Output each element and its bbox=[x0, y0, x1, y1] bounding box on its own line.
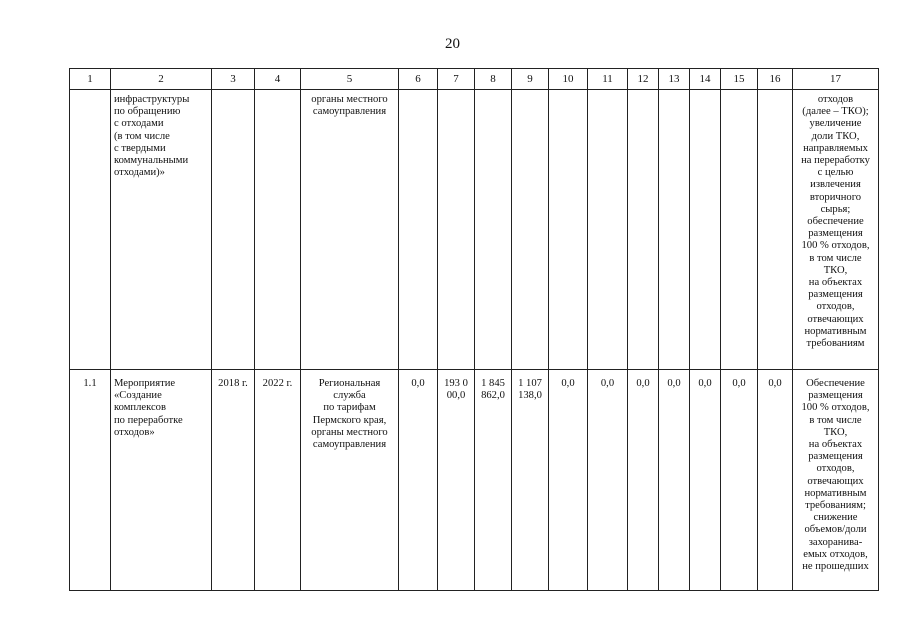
header-cell: 12 bbox=[628, 69, 659, 90]
header-cell: 15 bbox=[721, 69, 758, 90]
header-cell: 3 bbox=[212, 69, 255, 90]
cell-value bbox=[549, 90, 588, 370]
header-cell: 17 bbox=[793, 69, 879, 90]
cell-value: 1 845 862,0 bbox=[475, 370, 512, 591]
cell-value: 0,0 bbox=[758, 370, 793, 591]
cell-value: 0,0 bbox=[549, 370, 588, 591]
cell-start-year bbox=[212, 90, 255, 370]
cell-value bbox=[721, 90, 758, 370]
header-cell: 7 bbox=[438, 69, 475, 90]
cell-value bbox=[512, 90, 549, 370]
page-number: 20 bbox=[445, 36, 460, 52]
program-table bbox=[69, 68, 879, 591]
cell-end-year bbox=[255, 90, 301, 370]
header-cell: 8 bbox=[475, 69, 512, 90]
cell-start-year: 2018 г. bbox=[212, 370, 255, 591]
cell-value bbox=[588, 90, 628, 370]
header-cell: 10 bbox=[549, 69, 588, 90]
cell-name: Мероприятие «Создание комплексов по переработке отходов» bbox=[111, 370, 212, 591]
cell-value: 0,0 bbox=[399, 370, 438, 591]
cell-name: инфраструктуры по обращению с отходами (в том числе с твердыми коммунальными отходами)» bbox=[111, 90, 212, 370]
header-cell: 5 bbox=[301, 69, 399, 90]
cell-value bbox=[438, 90, 475, 370]
cell-value bbox=[690, 90, 721, 370]
cell-executor: Региональная служба по тарифам Пермского края, органы местного самоуправления bbox=[301, 370, 399, 591]
header-cell: 14 bbox=[690, 69, 721, 90]
cell-value: 1 107 138,0 bbox=[512, 370, 549, 591]
cell-result: отходов (далее – ТКО); увеличение доли ТКО, направляемых на переработку с целью извлечения вторичного сырья; обеспечение размещения 100 % отходов, в том числе ТКО, на объектах размещения отходов, отвечающих нормативным требованиям bbox=[793, 90, 879, 370]
cell-value: 0,0 bbox=[659, 370, 690, 591]
header-cell: 11 bbox=[588, 69, 628, 90]
header-cell: 2 bbox=[111, 69, 212, 90]
cell-value: 0,0 bbox=[721, 370, 758, 591]
cell-value bbox=[758, 90, 793, 370]
cell-value: 0,0 bbox=[588, 370, 628, 591]
cell-executor: органы местного самоуправления bbox=[301, 90, 399, 370]
cell-number bbox=[70, 90, 111, 370]
cell-value bbox=[628, 90, 659, 370]
cell-number: 1.1 bbox=[70, 370, 111, 591]
header-cell: 1 bbox=[70, 69, 111, 90]
cell-value: 193 0 00,0 bbox=[438, 370, 475, 591]
cell-value bbox=[475, 90, 512, 370]
table-row-1-1 bbox=[70, 370, 879, 591]
cell-value: 0,0 bbox=[690, 370, 721, 591]
header-cell: 6 bbox=[399, 69, 438, 90]
header-cell: 13 bbox=[659, 69, 690, 90]
header-cell: 9 bbox=[512, 69, 549, 90]
header-row bbox=[70, 69, 879, 90]
header-cell: 16 bbox=[758, 69, 793, 90]
cell-value: 0,0 bbox=[628, 370, 659, 591]
cell-result: Обеспечение размещения 100 % отходов, в том числе ТКО, на объектах размещения отходов, отвечающих нормативным требованиям; снижение объемов/доли захоранива- емых отходов, не прошедших bbox=[793, 370, 879, 591]
cell-value bbox=[399, 90, 438, 370]
header-cell: 4 bbox=[255, 69, 301, 90]
table-row-continuation bbox=[70, 90, 879, 370]
cell-end-year: 2022 г. bbox=[255, 370, 301, 591]
cell-value bbox=[659, 90, 690, 370]
